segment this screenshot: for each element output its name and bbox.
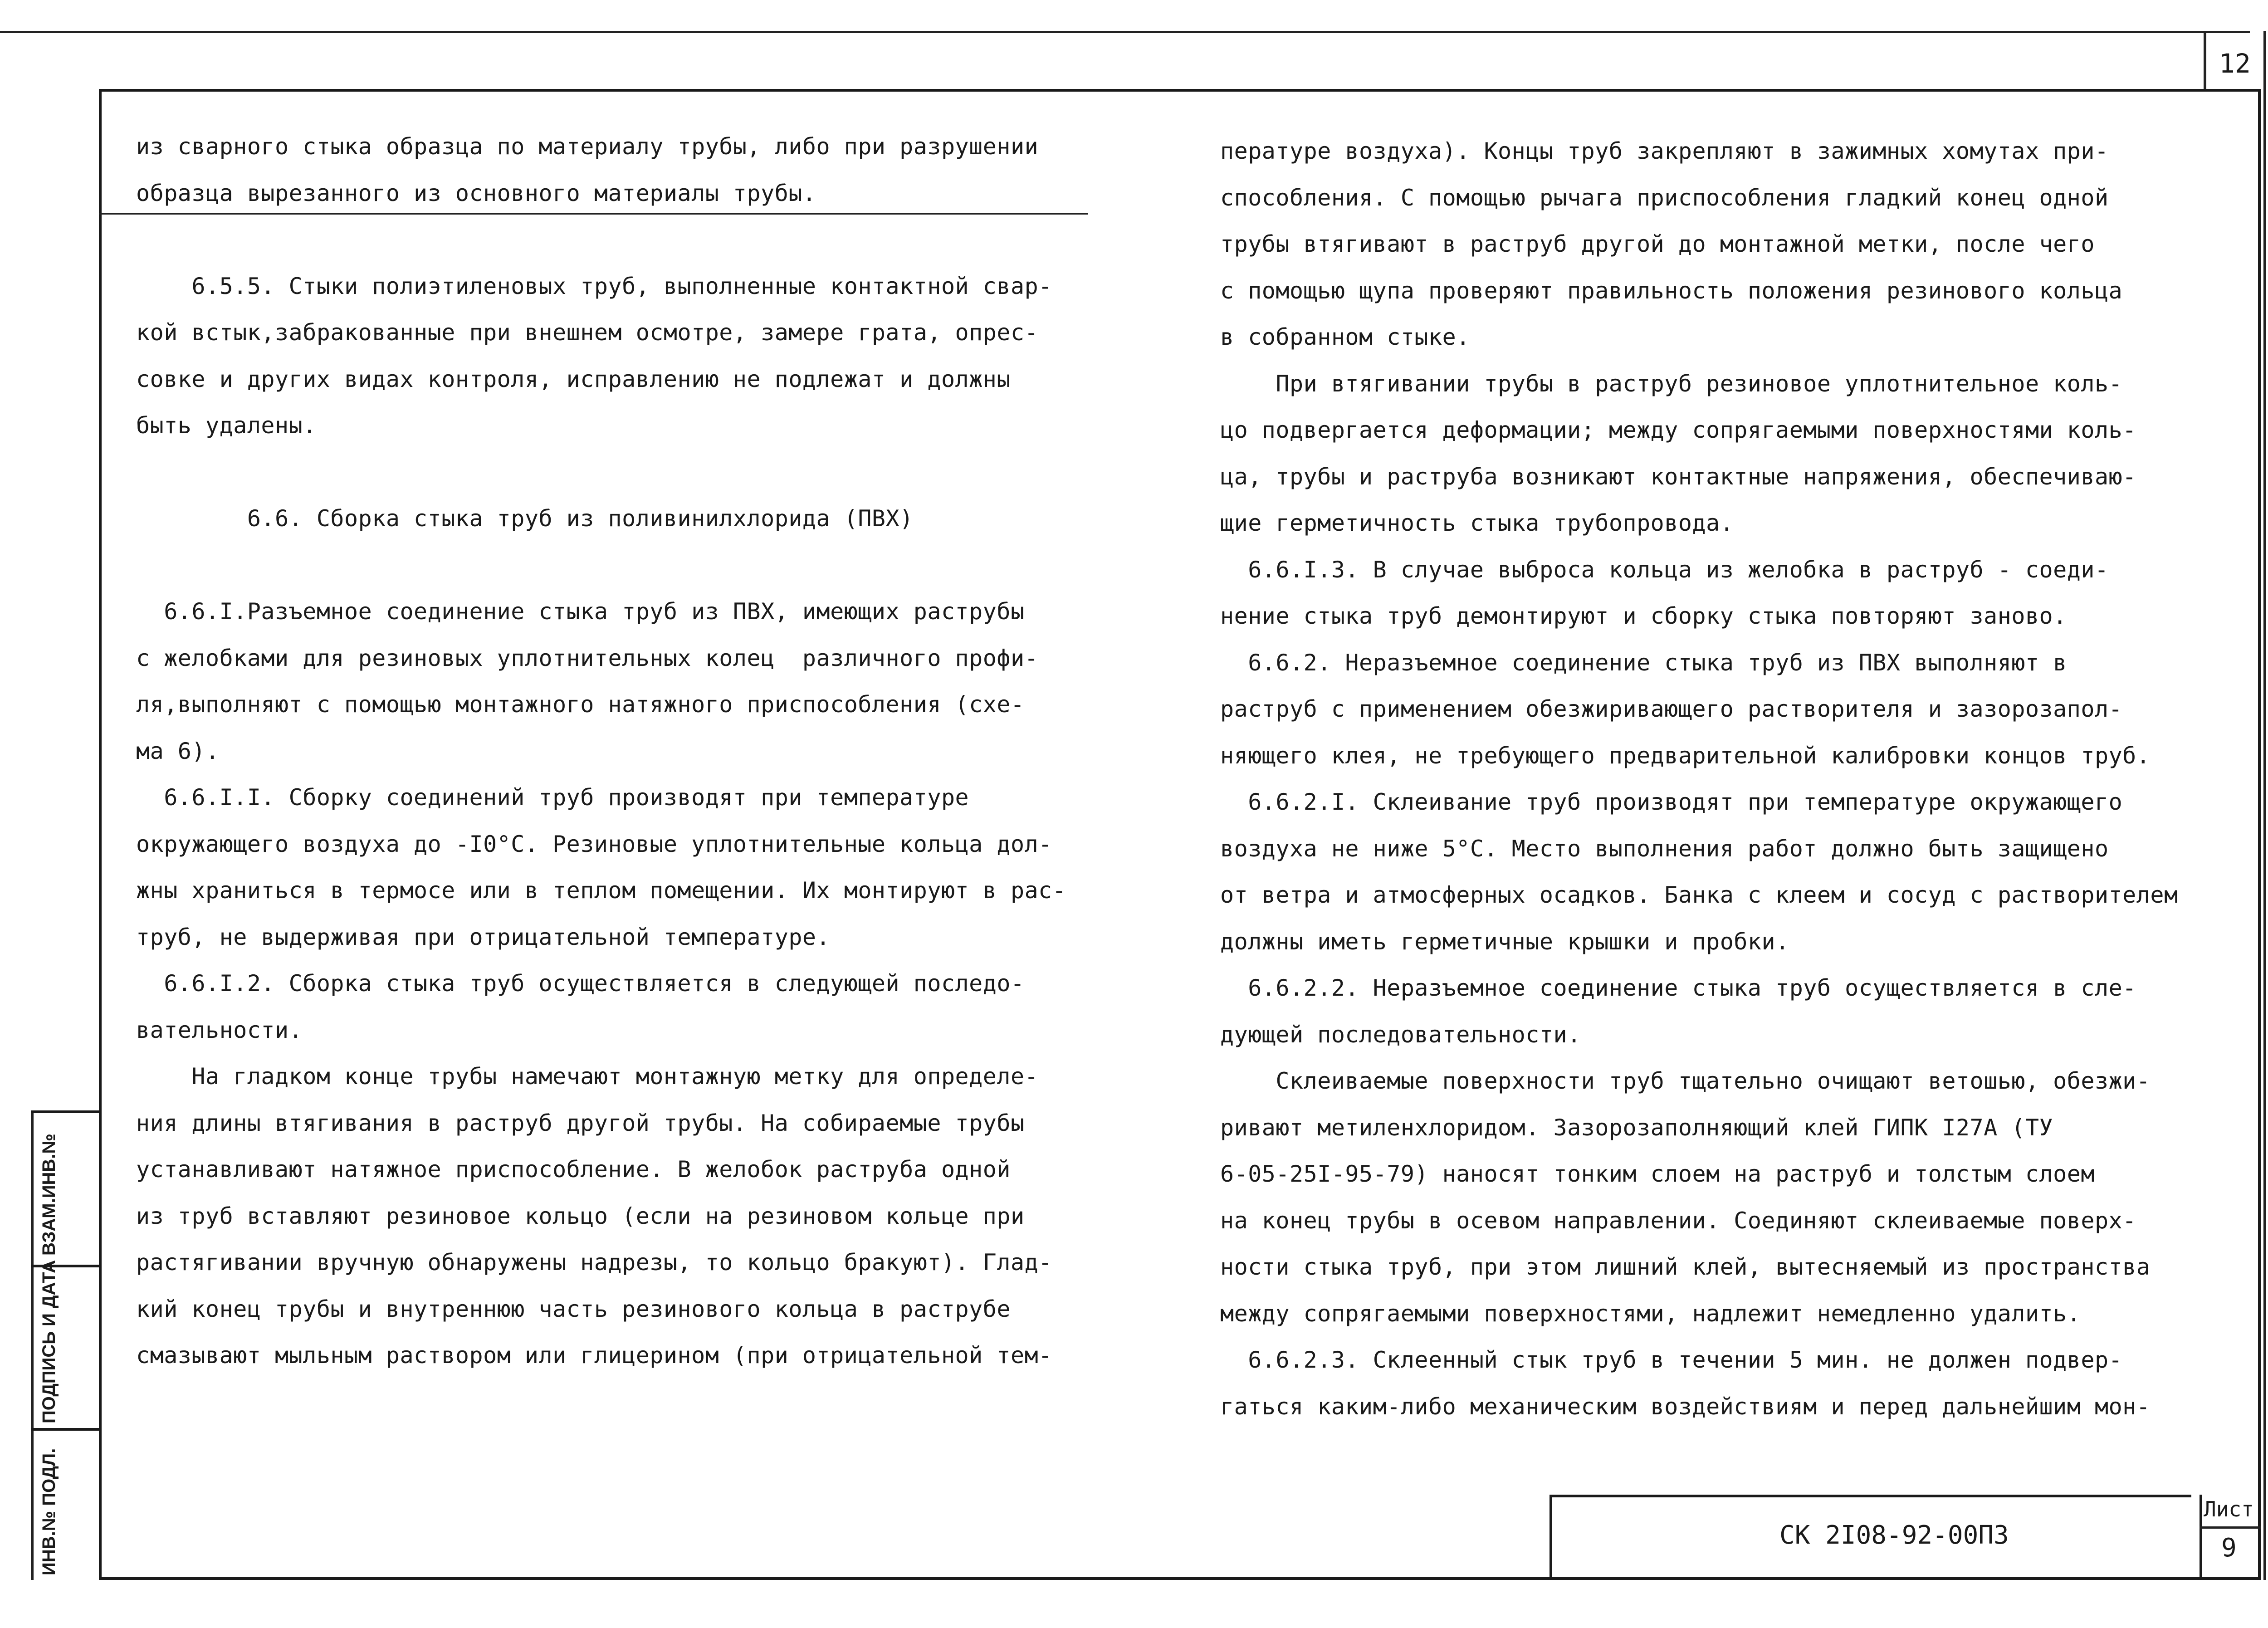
text-line: 6-05-25I-95-79) наносят тонким слоем на раструб и толстым слоем	[1220, 1161, 2095, 1187]
text-line	[136, 449, 1098, 496]
text-line: совке и других видах контроля, исправлению не подлежат и должны	[136, 366, 1011, 392]
left-text-column	[136, 123, 1098, 1379]
text-line: образца вырезанного из основного материалы трубы.	[136, 180, 816, 206]
text-line: няющего клея, не требующего предварительной калибровки концов труб.	[1220, 742, 2151, 769]
text-line: трубы втягивают в раструб другой до монтажной метки, после чего	[1220, 231, 2095, 257]
text-line: ма 6).	[136, 738, 220, 764]
text-line: 6.6.2.I. Склеивание труб производят при температуре окружающего	[1220, 789, 2123, 815]
text-line: жны храниться в термосе или в теплом помещении. Их монтируют в рас-	[136, 877, 1066, 904]
text-line: труб, не выдерживая при отрицательной температуре.	[136, 924, 831, 950]
sheet-box-divider	[2200, 1526, 2261, 1529]
text-line: Склеиваемые поверхности труб тщательно очищают ветошью, обезжи-	[1220, 1068, 2151, 1094]
text-line: кий конец трубы и внутреннюю часть резинового кольца в раструбе	[136, 1296, 1011, 1322]
text-line	[136, 542, 1098, 589]
text-line: с помощью щупа проверяют правильность положения резинового кольца	[1220, 277, 2123, 304]
text-line: 6.6. Сборка стыка труб из поливинилхлорида (ПВХ)	[136, 505, 914, 532]
right-edge-line	[2263, 31, 2266, 1580]
text-line: ности стыка труб, при этом лишний клей, вытесняемый из пространства	[1220, 1254, 2151, 1280]
text-line: с желобками для резиновых уплотнительных колец различного профи-	[136, 645, 1039, 671]
text-line: 6.6.2.3. Склеенный стык труб в течении 5 мин. не должен подвер-	[1220, 1347, 2123, 1373]
sheet-label: Лист	[2204, 1497, 2254, 1521]
text-line: воздуха не ниже 5°С. Место выполнения работ должно быть защищено	[1220, 835, 2109, 862]
text-line: ривают метиленхлоридом. Зазорозаполняющий клей ГИПК I27А (ТУ	[1220, 1114, 2053, 1141]
text-line: 6.6.I.I. Сборку соединений труб производят при температуре	[136, 784, 969, 811]
text-line: гаться каким-либо механическим воздействиям и перед дальнейшим мон-	[1220, 1393, 2151, 1420]
text-line: дующей последовательности.	[1220, 1021, 1581, 1048]
text-line: окружающего воздуха до -I0°С. Резиновые уплотнительные кольца дол-	[136, 831, 1052, 857]
text-line: от ветра и атмосферных осадков. Банка с клеем и сосуд с растворителем	[1220, 882, 2178, 908]
side-label-inv-orig: ИНВ.№ ПОДЛ.	[39, 1448, 59, 1575]
right-text-column	[1220, 128, 2218, 1430]
text-line: из сварного стыка образца по материалу трубы, либо при разрушении	[136, 133, 1039, 160]
text-line: быть удалены.	[136, 412, 317, 439]
text-line: ля,выполняют с помощью монтажного натяжного приспособления (схе-	[136, 691, 1025, 718]
side-stamp-strip	[31, 1110, 99, 1580]
text-line: смазывают мыльным раствором или глицерином (при отрицательной тем-	[136, 1342, 1052, 1369]
text-line: нение стыка труб демонтируют и сборку стыка повторяют заново.	[1220, 603, 2067, 629]
side-label-signature-date: ПОДПИСЬ И ДАТА	[39, 1260, 59, 1423]
text-line: При втягивании трубы в раструб резиновое уплотнительное коль-	[1220, 370, 2123, 397]
text-line: 6.6.2.2. Неразъемное соединение стыка труб осуществляется в сле-	[1220, 975, 2136, 1001]
text-line: На гладком конце трубы намечают монтажную метку для определе-	[136, 1063, 1039, 1090]
text-line: ния длины втягивания в раструб другой трубы. На собираемые трубы	[136, 1110, 1025, 1136]
top-right-tick	[2204, 31, 2206, 89]
text-line: 6.6.I.2. Сборка стыка труб осуществляется в следующей последо-	[136, 970, 1025, 997]
text-line: в собранном стыке.	[1220, 324, 1470, 350]
page-number: 12	[2219, 48, 2251, 79]
text-line: растягивании вручную обнаружены надрезы, то кольцо бракуют). Глад-	[136, 1249, 1052, 1276]
text-line: на конец трубы в осевом направлении. Соединяют склеиваемые поверх-	[1220, 1207, 2136, 1234]
text-line: 6.5.5. Стыки полиэтиленовых труб, выполненные контактной свар-	[136, 273, 1052, 299]
text-line: вательности.	[136, 1017, 303, 1043]
text-line: пературе воздуха). Концы труб закрепляют в зажимных хомутах при-	[1220, 138, 2109, 164]
text-line: способления. С помощью рычага приспособления гладкий конец одной	[1220, 184, 2109, 211]
top-edge-line	[0, 31, 2250, 33]
text-line: кой встык,забракованные при внешнем осмотре, замере грата, опрес-	[136, 319, 1039, 346]
document-code: СК 2I08-92-00ПЗ	[1779, 1520, 2009, 1550]
text-line: раструб с применением обезжиривающего растворителя и зазорозапол-	[1220, 696, 2123, 722]
side-label-replaced-inv: ВЗАМ.ИНВ.№	[39, 1134, 59, 1256]
text-line: цо подвергается деформации; между сопрягаемыми поверхностями коль-	[1220, 417, 2136, 443]
text-line: щие герметичность стыка трубопровода.	[1220, 510, 1734, 536]
text-line: 6.6.I.3. В случае выброса кольца из желобка в раструб - соеди-	[1220, 556, 2109, 583]
text-line: 6.6.I.Разъемное соединение стыка труб из ПВХ, имеющих раструбы	[136, 598, 1025, 625]
text-line: между сопрягаемыми поверхностями, надлежит немедленно удалить.	[1220, 1300, 2081, 1327]
text-line	[136, 216, 1098, 263]
text-line: устанавливают натяжное приспособление. В желобок раструба одной	[136, 1156, 1011, 1183]
text-line: ца, трубы и раструба возникают контактные напряжения, обеспечиваю-	[1220, 463, 2136, 490]
text-line: из труб вставляют резиновое кольцо (если на резиновом кольце при	[136, 1203, 1025, 1229]
text-line: 6.6.2. Неразъемное соединение стыка труб из ПВХ выполняют в	[1220, 649, 2067, 676]
sheet-number: 9	[2221, 1533, 2237, 1563]
text-line: должны иметь герметичные крышки и пробки.	[1220, 928, 1789, 955]
